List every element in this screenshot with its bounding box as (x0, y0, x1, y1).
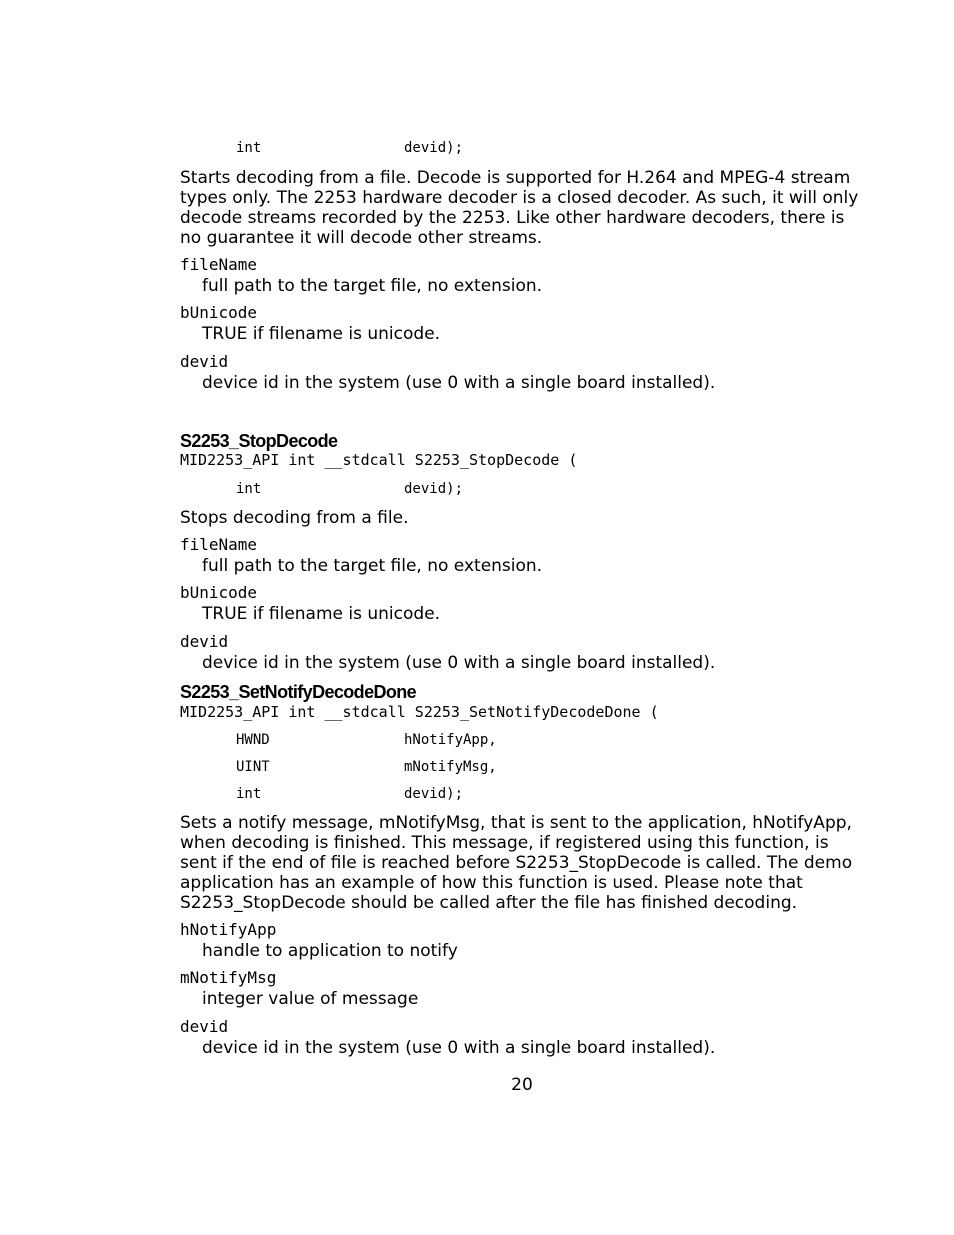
section-heading-set-notify: S2253_SetNotifyDecodeDone (180, 682, 417, 702)
param-name: hNotifyApp (180, 920, 277, 939)
sig-arg-name: hNotifyApp, (404, 732, 497, 748)
param-name: bUnicode (180, 303, 258, 322)
sig-arg-name: mNotifyMsg, (404, 759, 497, 775)
param-desc: handle to application to notify (202, 941, 458, 961)
param-desc: integer value of message (202, 989, 419, 1009)
sig-arg-type: UINT (236, 759, 270, 775)
param-name: mNotifyMsg (180, 968, 277, 987)
param-desc: device id in the system (use 0 with a single board installed). (202, 653, 716, 673)
param-desc: device id in the system (use 0 with a single board installed). (202, 373, 716, 393)
param-desc: TRUE if filename is unicode. (202, 604, 441, 624)
sig-arg-type: int (236, 786, 262, 802)
param-desc: full path to the target file, no extension. (202, 556, 543, 576)
param-name: fileName (180, 535, 258, 554)
function-signature: MID2253_API int __stdcall S2253_SetNotifyDecodeDone ( (180, 703, 659, 721)
sig-arg-name: devid); (404, 481, 464, 497)
function-signature: MID2253_API int __stdcall S2253_StopDecode ( (180, 451, 578, 469)
param-name: bUnicode (180, 583, 258, 602)
sig-arg-name: devid); (404, 786, 464, 802)
param-name: fileName (180, 255, 258, 274)
set-notify-description: Sets a notify message, mNotifyMsg, that is sent to the application, hNotifyApp, when decoding is finished. This message, if registered using this function, is sent if the end of file is reached before S2253_StopDecode is called. The demo application has an example of how this function is used. Please note that S2253_StopDecode should be called after the file has finished decoding. (180, 813, 853, 913)
param-name: devid (180, 1017, 229, 1036)
page-number: 20 (511, 1075, 533, 1095)
param-name: devid (180, 632, 229, 651)
param-desc: device id in the system (use 0 with a single board installed). (202, 1038, 716, 1058)
param-desc: TRUE if filename is unicode. (202, 324, 441, 344)
section-heading-stop-decode: S2253_StopDecode (180, 431, 338, 451)
sig-arg-type: int (236, 140, 262, 156)
param-desc: full path to the target file, no extension. (202, 276, 543, 296)
sig-arg-type: int (236, 481, 262, 497)
stop-decode-description: Stops decoding from a file. (180, 508, 409, 528)
start-decode-description: Starts decoding from a file. Decode is supported for H.264 and MPEG-4 stream types only. The 2253 hardware decoder is a closed decoder. As such, it will only decode streams recorded by the 2253. Like other hardware decoders, there is no guarantee it will decode other streams. (180, 168, 859, 248)
sig-arg-name: devid); (404, 140, 464, 156)
param-name: devid (180, 352, 229, 371)
sig-arg-type: HWND (236, 732, 270, 748)
